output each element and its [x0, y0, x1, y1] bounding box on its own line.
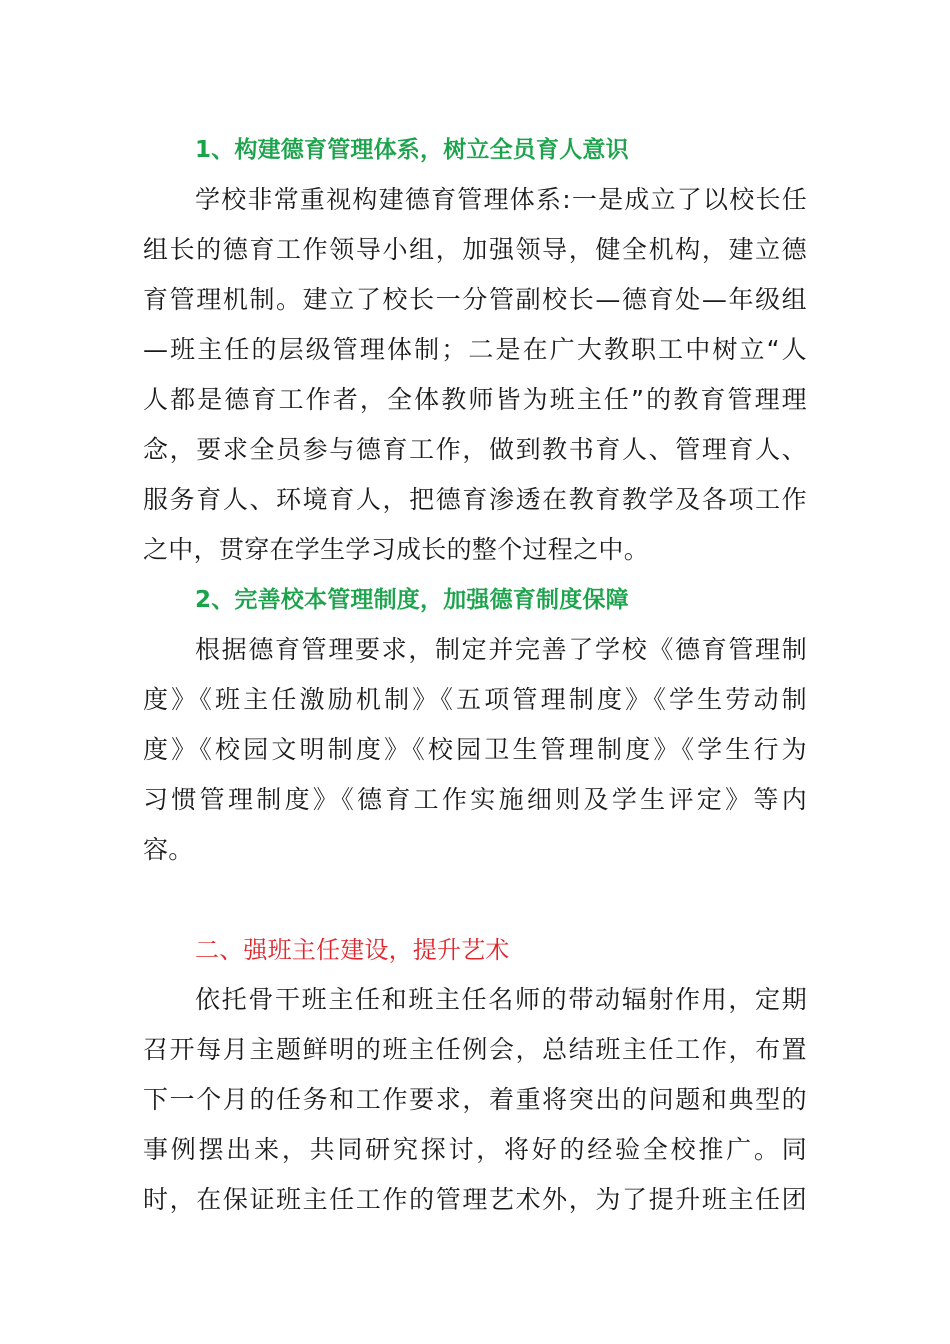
paragraph-line: 之中，贯穿在学生学习成长的整个过程之中。: [143, 535, 650, 564]
section-paragraph-3: [143, 975, 807, 1225]
section-paragraph-2: [143, 625, 807, 875]
paragraph-line: 时，在保证班主任工作的管理艺术外，为了提升班主任团: [143, 1185, 807, 1214]
paragraph-line: 下一个月的任务和工作要求，着重将突出的问题和典型的: [143, 1085, 807, 1114]
paragraph-line: 人都是德育工作者，全体教师皆为班主任”的教育管理理: [143, 385, 807, 414]
paragraph-line: 度》《班主任激励机制》《五项管理制度》《学生劳动制: [143, 685, 807, 714]
section-heading-3: 二、强班主任建设，提升艺术: [195, 936, 510, 964]
document-body: [143, 125, 807, 1225]
paragraph-line: 度》《校园文明制度》《校园卫生管理制度》《学生行为: [143, 735, 807, 764]
paragraph-line: 习惯管理制度》《德育工作实施细则及学生评定》等内: [143, 785, 807, 814]
paragraph-line: 事例摆出来，共同研究探讨，将好的经验全校推广。同: [143, 1135, 807, 1164]
section-heading-1: 1、构建德育管理体系，树立全员育人意识: [195, 137, 629, 163]
paragraph-line: —班主任的层级管理体制；二是在广大教职工中树立“人: [143, 335, 807, 364]
section-heading-2: 2、完善校本管理制度，加强德育制度保障: [195, 587, 629, 613]
paragraph-line: 学校非常重视构建德育管理体系:一是成立了以校长任: [195, 185, 807, 214]
paragraph-line: 根据德育管理要求，制定并完善了学校《德育管理制: [195, 635, 807, 664]
paragraph-line: 念，要求全员参与德育工作，做到教书育人、管理育人、: [143, 435, 807, 464]
paragraph-line: 容。: [143, 835, 194, 864]
section-spacer: [143, 875, 807, 925]
paragraph-line: 依托骨干班主任和班主任名师的带动辐射作用，定期: [195, 985, 807, 1014]
paragraph-line: 召开每月主题鲜明的班主任例会，总结班主任工作，布置: [143, 1035, 807, 1064]
paragraph-line: 组长的德育工作领导小组，加强领导，健全机构，建立德: [143, 235, 807, 264]
section-paragraph-1: [143, 175, 807, 575]
paragraph-line: 服务育人、环境育人，把德育渗透在教育教学及各项工作: [143, 485, 807, 514]
paragraph-line: 育管理机制。建立了校长一分管副校长—德育处—年级组: [143, 285, 807, 314]
